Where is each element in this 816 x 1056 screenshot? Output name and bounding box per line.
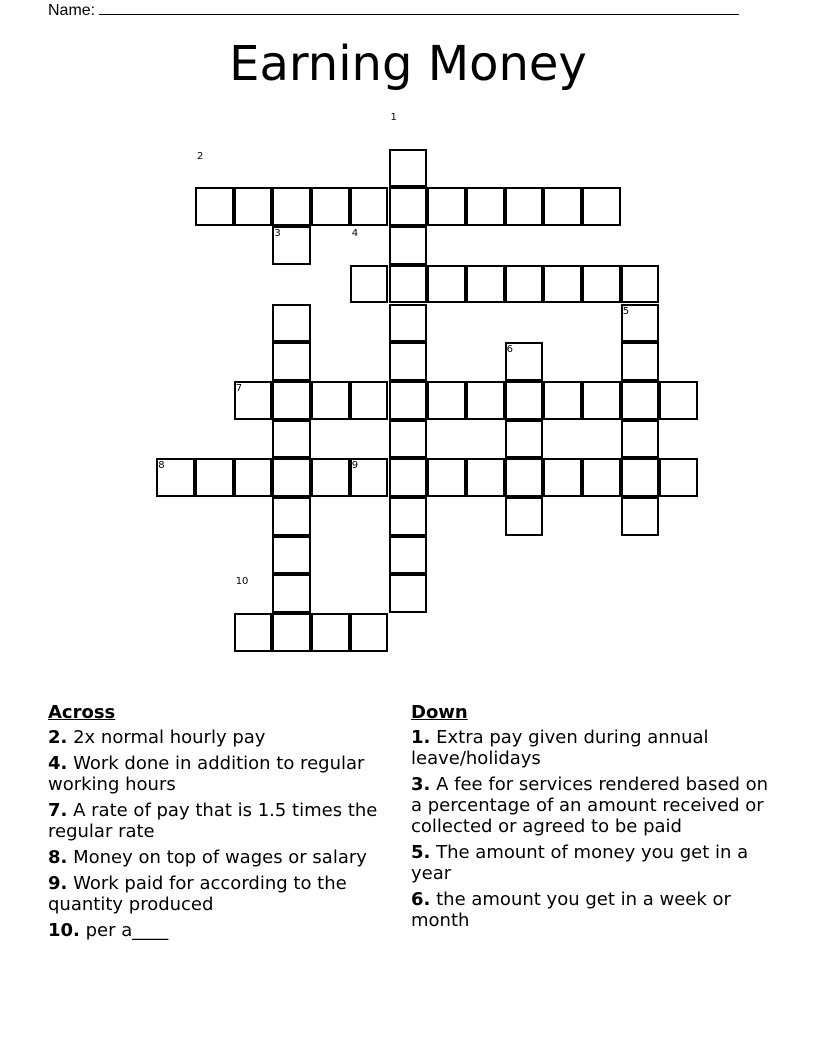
grid-cell[interactable] [389,497,428,536]
down-clue-list [411,727,771,931]
grid-cell[interactable] [621,497,660,536]
clue-item [48,727,388,748]
across-clues [48,702,388,946]
grid-cell[interactable] [427,187,466,226]
clue-number: 3 [274,228,281,240]
grid-cell[interactable] [311,613,350,652]
across-heading: Across [48,702,116,723]
down-clues [411,702,771,936]
clue-item-number: 1. [411,727,431,748]
grid-cell[interactable] [505,497,544,536]
grid-cell[interactable] [621,420,660,459]
grid-cell[interactable] [466,381,505,420]
grid-cell[interactable] [389,420,428,459]
clue-number: 10 [235,576,249,588]
grid-cell[interactable] [272,574,311,613]
grid-cell[interactable] [543,187,582,226]
puzzle-title: Earning Money [229,36,587,92]
grid-cell[interactable] [272,458,311,497]
clue-item-number: 4. [48,753,68,774]
grid-cell[interactable] [582,381,621,420]
grid-cell[interactable] [311,458,350,497]
grid-cell[interactable] [543,458,582,497]
clue-number: 8 [158,460,165,472]
grid-cell[interactable] [350,265,389,304]
clue-item [48,753,388,795]
clue-item-text: Work done in addition to regular working hours [48,753,365,795]
clue-item-text: Work paid for according to the quantity produced [48,873,347,915]
grid-cell[interactable] [505,420,544,459]
grid-cell[interactable] [389,187,428,226]
grid-cell[interactable] [350,381,389,420]
grid-cell[interactable] [621,265,660,304]
clue-item-number: 7. [48,800,68,821]
across-clue-list [48,727,388,941]
clue-item [411,727,771,769]
grid-cell[interactable] [621,458,660,497]
clue-item [48,800,388,842]
clue-item-number: 2. [48,727,68,748]
grid-cell[interactable] [389,342,428,381]
grid-cell[interactable] [272,536,311,575]
clue-item [48,847,388,868]
clue-item [48,873,388,915]
grid-cell[interactable] [350,187,389,226]
grid-cell[interactable] [466,187,505,226]
clue-number: 7 [235,382,243,394]
grid-cell[interactable] [466,265,505,304]
grid-cell[interactable] [427,381,466,420]
grid-cell[interactable] [389,304,428,343]
grid-cell[interactable] [272,497,311,536]
name-label: Name: [48,2,96,19]
clue-item-text: per a____ [85,920,169,941]
grid-cell[interactable] [466,458,505,497]
grid-cell[interactable] [543,381,582,420]
clue-item-number: 3. [411,774,431,795]
grid-cell[interactable] [389,226,428,265]
grid-cell[interactable] [311,381,350,420]
clue-item [411,774,771,837]
clue-number: 5 [622,305,630,317]
grid-cell[interactable] [505,381,544,420]
clue-item-text: A rate of pay that is 1.5 times the regular rate [48,800,378,842]
down-heading: Down [411,702,468,723]
grid-cell[interactable] [659,381,698,420]
grid-cell[interactable] [427,458,466,497]
clue-item-text: the amount you get in a week or month [411,889,731,931]
grid-cell[interactable] [505,187,544,226]
grid-cell[interactable] [582,265,621,304]
grid-cell[interactable] [234,187,273,226]
grid-cell[interactable] [582,187,621,226]
clue-item-text: Money on top of wages or salary [73,847,367,868]
grid-cell[interactable] [543,265,582,304]
grid-cell[interactable] [195,187,234,226]
grid-cell[interactable] [272,187,311,226]
clue-item-number: 8. [48,847,68,868]
grid-cell[interactable] [272,420,311,459]
clue-item-text: The amount of money you get in a year [411,842,749,884]
grid-cell[interactable] [311,187,350,226]
grid-cell[interactable] [505,458,544,497]
clue-item-number: 6. [411,889,431,910]
clue-item-number: 5. [411,842,431,863]
grid-cell[interactable] [621,381,660,420]
grid-cell[interactable] [272,613,311,652]
clue-item-text: Extra pay given during annual leave/holidays [411,727,709,769]
grid-cell[interactable] [195,458,234,497]
clue-item [411,889,771,931]
grid-cell[interactable] [389,574,428,613]
grid-cell[interactable] [389,458,428,497]
clue-number: 6 [506,344,513,356]
clue-item [411,842,771,884]
grid-cell[interactable] [659,458,698,497]
grid-cell[interactable] [272,304,311,343]
grid-cell[interactable] [389,536,428,575]
grid-cell[interactable] [234,458,273,497]
grid-cell[interactable] [389,265,428,304]
grid-cell[interactable] [427,265,466,304]
grid-cell[interactable] [389,381,428,420]
clue-item [48,920,388,941]
grid-cell[interactable] [350,613,389,652]
clue-number: 9 [351,460,359,472]
clue-item-text: A fee for services rendered based on a percentage of an amount received or collected or agreed to be paid [411,774,769,837]
grid-cell[interactable] [272,342,311,381]
grid-cell[interactable] [505,265,544,304]
clue-number: 1 [390,112,397,123]
grid-cell[interactable] [389,149,428,188]
clue-item-number: 9. [48,873,68,894]
grid-cell[interactable] [234,613,273,652]
clue-item-text: 2x normal hourly pay [73,727,266,748]
grid-cell[interactable] [272,381,311,420]
clue-number: 2 [197,150,204,162]
grid-cell[interactable] [582,458,621,497]
clue-item-number: 10. [48,920,80,941]
clue-number: 4 [351,228,359,240]
grid-cell[interactable] [621,342,660,381]
